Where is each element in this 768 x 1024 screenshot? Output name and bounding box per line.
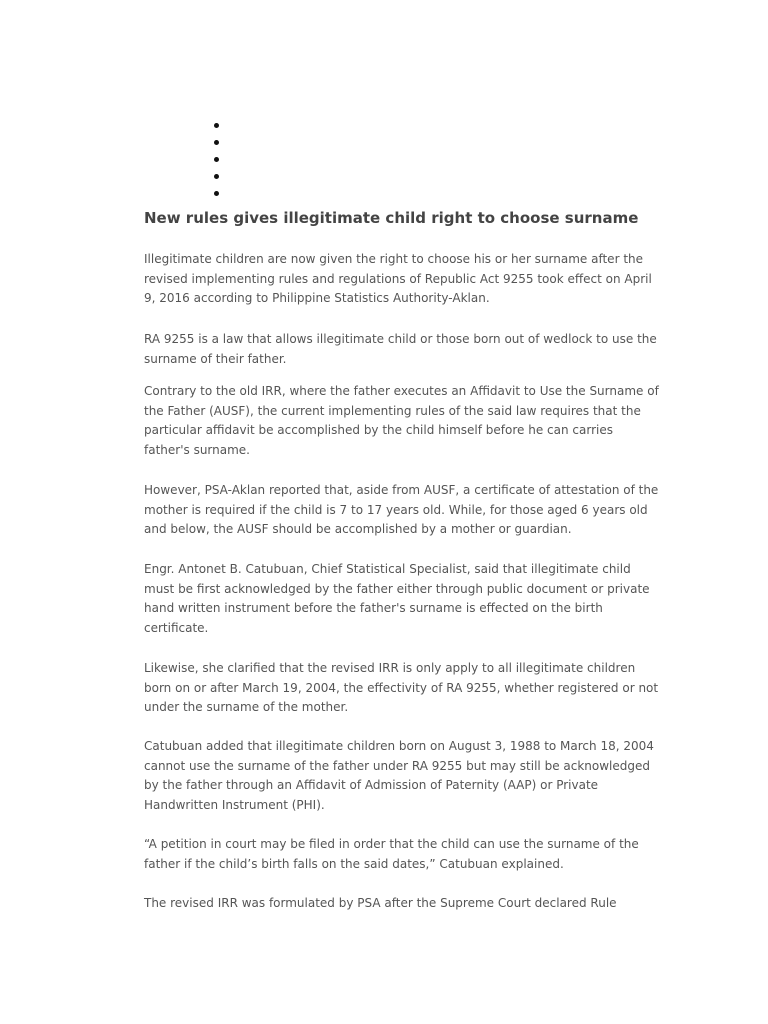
paragraph-line: and below, the AUSF should be accomplished by a mother or guardian. — [144, 522, 572, 537]
bullet-item — [202, 134, 222, 151]
bullet-item — [202, 168, 222, 185]
paragraph-line: 9, 2016 according to Philippine Statistics Authority-Aklan. — [144, 291, 490, 306]
paragraph-line: Catubuan added that illegitimate children born on August 3, 1988 to March 18, 2004 — [144, 739, 654, 753]
article-paragraph — [144, 481, 658, 540]
paragraph-line: However, PSA-Aklan reported that, aside from AUSF, a certificate of attestation of the — [144, 483, 659, 497]
paragraph-line: The revised IRR was formulated by PSA after the Supreme Court declared Rule — [144, 896, 617, 910]
paragraph-line: surname of their father. — [144, 351, 287, 366]
article-paragraph — [144, 659, 658, 718]
paragraph-line: under the surname of the mother. — [144, 700, 349, 715]
paragraph-line: hand written instrument before the father's surname is effected on the birth — [144, 601, 603, 616]
paragraph-line: the Father (AUSF), the current implementing rules of the said law requires that the — [144, 403, 641, 418]
paragraph-line: must be first acknowledged by the father either through public document or private — [144, 581, 650, 596]
bullet-item — [202, 185, 222, 202]
paragraph-line: father if the child’s birth falls on the said dates,” Catubuan explained. — [144, 856, 564, 871]
bullet-item — [202, 117, 222, 134]
paragraph-line: born on or after March 19, 2004, the effectivity of RA 9255, whether registered or not — [144, 680, 659, 695]
article-paragraph — [144, 382, 659, 461]
article-title: New rules gives illegitimate child right to choose surname — [144, 209, 639, 227]
article-paragraph — [144, 835, 639, 874]
article-paragraph — [144, 330, 657, 369]
article-paragraph — [144, 250, 652, 309]
article-paragraph — [144, 560, 650, 639]
paragraph-line: Handwritten Instrument (PHI). — [144, 798, 325, 813]
empty-bullet-list — [202, 117, 222, 202]
paragraph-line: Contrary to the old IRR, where the father executes an Affidavit to Use the Surname of — [144, 384, 659, 398]
article-body — [144, 207, 680, 910]
article-paragraph — [144, 894, 617, 914]
bullet-item — [202, 151, 222, 168]
paragraph-line: “A petition in court may be filed in order that the child can use the surname of the — [144, 837, 639, 851]
paragraph-line: Engr. Antonet B. Catubuan, Chief Statistical Specialist, said that illegitimate child — [144, 562, 631, 576]
paragraph-line: RA 9255 is a law that allows illegitimate child or those born out of wedlock to use the — [144, 332, 657, 346]
paragraph-line: cannot use the surname of the father under RA 9255 but may still be acknowledged — [144, 758, 651, 773]
paragraph-line: certificate. — [144, 621, 209, 636]
paragraph-line: by the father through an Affidavit of Admission of Paternity (AAP) or Private — [144, 778, 599, 793]
paragraph-line: father's surname. — [144, 443, 250, 458]
paragraph-line: mother is required if the child is 7 to 17 years old. While, for those aged 6 years old — [144, 502, 648, 517]
paragraph-line: revised implementing rules and regulations of Republic Act 9255 took effect on April — [144, 271, 652, 286]
paragraph-line: particular affidavit be accomplished by the child himself before he can carries — [144, 423, 613, 438]
paragraph-line: Illegitimate children are now given the right to choose his or her surname after the — [144, 252, 644, 266]
paragraph-line: Likewise, she clarified that the revised IRR is only apply to all illegitimate children — [144, 661, 636, 675]
article-paragraph — [144, 737, 654, 816]
